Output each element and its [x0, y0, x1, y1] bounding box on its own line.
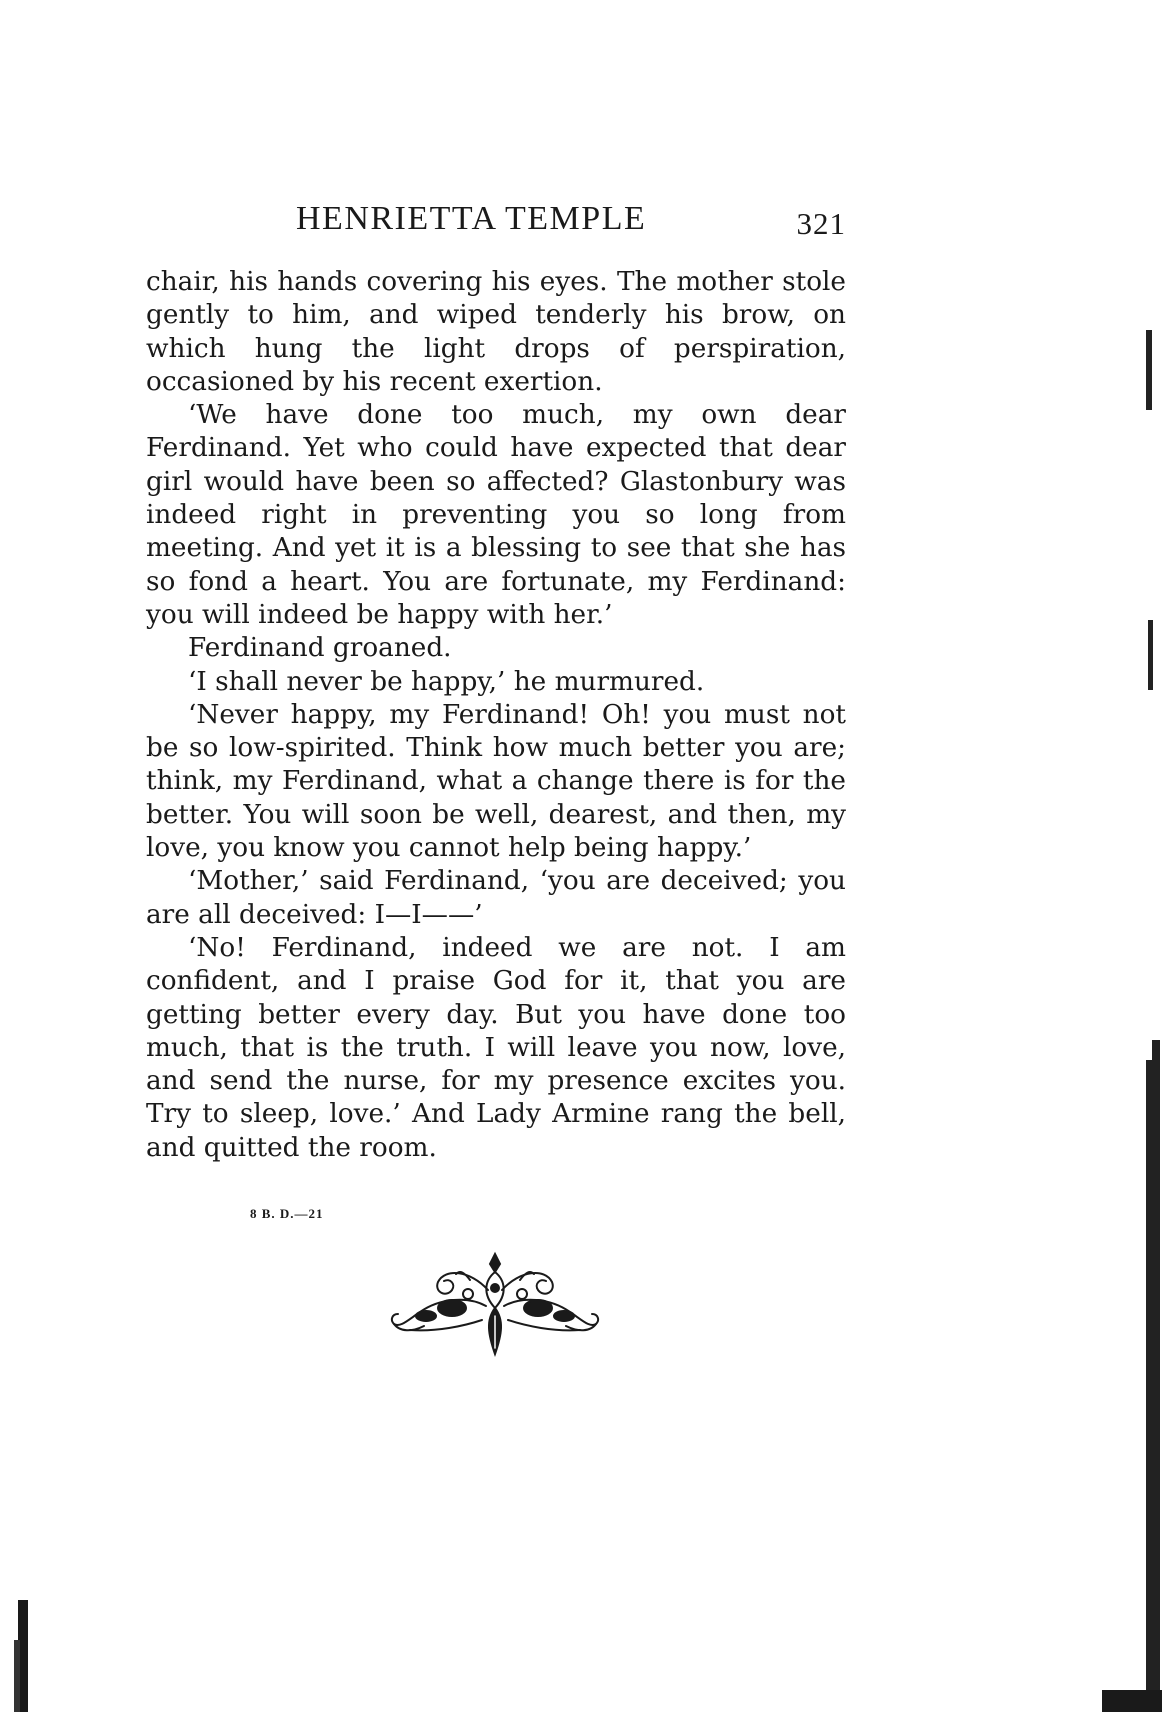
paragraph: ‘We have done too much, my own dear Ferdinand. Yet who could have expected that dear girl would have been so affected? Glastonbury was indeed right in preventing you so long from meeting. And yet it is a blessing to see that she has so fond a heart. You are fortunate, my Ferdinand: you will indeed be happy with her.’	[146, 400, 846, 630]
scan-edge-shadow	[0, 1580, 60, 1712]
paragraph: ‘Mother,’ said Ferdinand, ‘you are deceived; you are all deceived: I—I——’	[146, 866, 846, 930]
body-text	[146, 266, 846, 1165]
signature-mark: 8 B. D.—21	[250, 1206, 324, 1221]
running-title: HENRIETTA TEMPLE	[296, 200, 647, 237]
paragraph: ‘No! Ferdinand, indeed we are not. I am confident, and I praise God for it, that you are getting better every day. But you have done too much, that is the truth. I will leave you now, love, and send the nurse, for my presence excites you. Try to sleep, love.’ And Lady Armine rang the bell, and quitted the room.	[146, 932, 846, 1163]
paragraph: Ferdinand groaned.	[188, 633, 452, 664]
scan-edge-shadow	[1102, 0, 1162, 1712]
page-number: 321	[796, 206, 846, 241]
paragraph: ‘I shall never be happy,’ he murmured.	[188, 666, 705, 697]
tailpiece-ornament-icon	[390, 1250, 600, 1360]
paragraph: ‘Never happy, my Ferdinand! Oh! you must not be so low-spirited. Think how much better you are; think, my Ferdinand, what a change there is for the better. You will soon be well, dearest, and then, my love, you know you cannot help being happy.’	[146, 699, 846, 864]
paragraph: chair, his hands covering his eyes. The mother stole gently to him, and wiped tenderly his brow, on which hung the light drops of perspiration, occasioned by his recent exertion.	[146, 267, 846, 397]
running-head	[146, 200, 846, 240]
